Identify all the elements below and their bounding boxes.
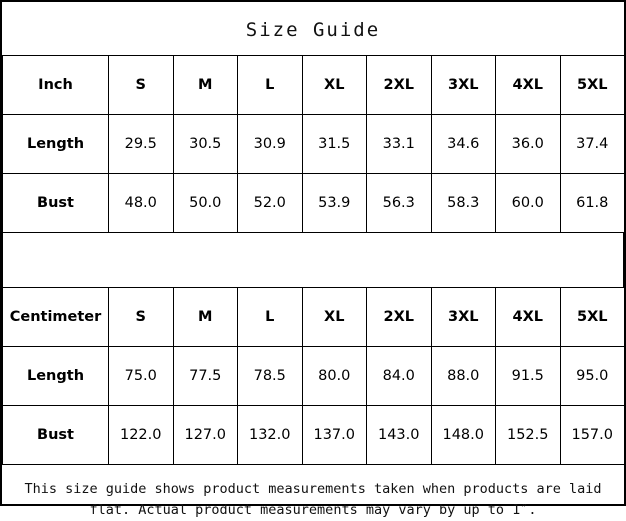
cell-value: 60.0 (496, 174, 561, 233)
size-header-5xl: 5XL (560, 56, 625, 115)
table-header-row (3, 288, 625, 347)
size-header-xl: XL (302, 56, 367, 115)
cell-value: 37.4 (560, 115, 625, 174)
cell-value: 58.3 (431, 174, 496, 233)
cell-value: 84.0 (367, 347, 432, 406)
size-header-3xl: 3XL (431, 288, 496, 347)
size-header-xl: XL (302, 288, 367, 347)
cell-value: 95.0 (560, 347, 625, 406)
size-header-m: M (173, 56, 238, 115)
centimeter-size-table (2, 287, 625, 465)
cell-value: 137.0 (302, 406, 367, 465)
cell-value: 30.9 (238, 115, 303, 174)
cell-value: 122.0 (109, 406, 174, 465)
table-row (3, 174, 625, 233)
size-header-2xl: 2XL (367, 56, 432, 115)
size-header-2xl: 2XL (367, 288, 432, 347)
cell-value: 88.0 (431, 347, 496, 406)
size-header-l: L (238, 288, 303, 347)
cell-value: 50.0 (173, 174, 238, 233)
cell-value: 31.5 (302, 115, 367, 174)
cell-value: 36.0 (496, 115, 561, 174)
table-header-row (3, 56, 625, 115)
cell-value: 30.5 (173, 115, 238, 174)
unit-label-centimeter: Centimeter (3, 288, 109, 347)
unit-label-inch: Inch (3, 56, 109, 115)
size-header-s: S (109, 56, 174, 115)
tables-container (2, 55, 624, 465)
size-header-4xl: 4XL (496, 56, 561, 115)
cell-value: 75.0 (109, 347, 174, 406)
cell-value: 132.0 (238, 406, 303, 465)
size-guide-note: This size guide shows product measurements taken when products are laid flat. Actual product measurements may vary by up to 1″. (24, 481, 602, 518)
size-header-s: S (109, 288, 174, 347)
table-row (3, 115, 625, 174)
cell-value: 77.5 (173, 347, 238, 406)
inch-size-table (2, 55, 625, 233)
cell-value: 61.8 (560, 174, 625, 233)
cell-value: 127.0 (173, 406, 238, 465)
measure-label-bust: Bust (3, 174, 109, 233)
size-header-4xl: 4XL (496, 288, 561, 347)
cell-value: 78.5 (238, 347, 303, 406)
cell-value: 29.5 (109, 115, 174, 174)
cell-value: 80.0 (302, 347, 367, 406)
table-separator (2, 233, 624, 287)
cell-value: 148.0 (431, 406, 496, 465)
cell-value: 56.3 (367, 174, 432, 233)
cell-value: 157.0 (560, 406, 625, 465)
cell-value: 152.5 (496, 406, 561, 465)
cell-value: 91.5 (496, 347, 561, 406)
cell-value: 52.0 (238, 174, 303, 233)
cell-value: 143.0 (367, 406, 432, 465)
measure-label-bust: Bust (3, 406, 109, 465)
cell-value: 34.6 (431, 115, 496, 174)
size-header-3xl: 3XL (431, 56, 496, 115)
size-header-l: L (238, 56, 303, 115)
size-header-m: M (173, 288, 238, 347)
page-title: Size Guide (245, 19, 381, 41)
table-row (3, 347, 625, 406)
size-header-5xl: 5XL (560, 288, 625, 347)
cell-value: 53.9 (302, 174, 367, 233)
cell-value: 33.1 (367, 115, 432, 174)
cell-value: 48.0 (109, 174, 174, 233)
measure-label-length: Length (3, 347, 109, 406)
measure-label-length: Length (3, 115, 109, 174)
table-row (3, 406, 625, 465)
